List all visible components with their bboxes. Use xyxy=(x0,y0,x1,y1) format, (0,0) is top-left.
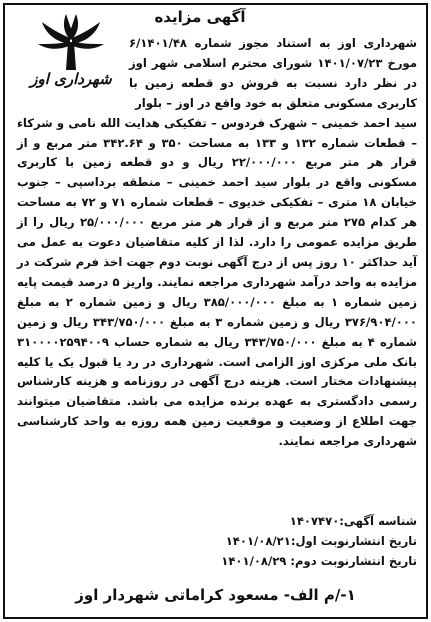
intro-paragraph: شهرداری اوز به استناد مجوز شماره ۶/۱۴۰۱/۴۸ مورخ ۱۴۰۱/۰۷/۲۳ شورای محترم اسلامی شهر اوز در نظر دارد نسبت به فروش دو قطعه زمین با کاربری مسکونی متعلق به خود واقع در اوز – بلوار xyxy=(129,36,417,110)
notice-id: شناسه آگهی:۱۴۰۷۴۷۰ xyxy=(289,514,417,528)
signature: ۱-/م الف- مسعود کراماتی شهردار اوز xyxy=(75,586,356,604)
main-paragraph: سید احمد خمینی – شهرک فردوس – تفکیکی هدایت الله نامی و شرکاء – قطعات شماره ۱۳۲ و ۱۳۳ به مساحت ۳۵۰ و ۳۴۲.۶۴ متر مربع و از قرار هر متر مربع ۲۲/۰۰۰/۰۰۰ ریال و دو قطعه زمین با کاربری مسکونی واقع در بلوار سید احمد خمینی – منطقه برداسپی – جنوب خیابان ۱۸ متری – تفکیکی خدیوی – قطعات شماره ۷۱ و ۷۲ به مساحت هر کدام ۲۷۵ متر مربع و از قرار هر متر مربع ۲۵/۰۰۰/۰۰۰ ریال را از طریق مزایده عمومی را دارد. لذا از کلیه متقاضیان دعوت به عمل می آید حداکثر ۱۰ روز پس از درج آگهی نوبت دوم جهت اخذ فرم شرکت در مزایده به واحد درآمد شهرداری مراجعه نمایند. واریز ۵ درصد قیمت پایه زمین شماره ۱ به مبلغ ۳۸۵/۰۰۰/۰۰۰ ریال و زمین شماره ۲ به مبلغ ۳۷۶/۹۰۴/۰۰۰ ریال و زمین شماره ۳ به مبلغ ۳۴۳/۷۵۰/۰۰۰ ریال و زمین شماره ۴ به مبلغ ۳۴۳/۷۵۰/۰۰۰ ریال به شماره حساب ۳۱۰۰۰۰۲۵۹۴۰۰۹ بانک ملی مرکزی اوز الزامی است. شهرداری در رد یا قبول یک یا کلیه پیشنهادات مختار است. هزینه درج آگهی در روزنامه و هزینه کارشناس رسمی دادگستری به عهده برنده مزایده می باشد. متقاضیان میتوانند جهت اطلاع از وضعیت و موقعیت زمین همه روزه به واحد کارشناسی شهرداری مراجعه نمایند. xyxy=(17,115,418,449)
second-publication-date: تاریخ انتشارنوبت دوم: ۱۴۰۱/۰۸/۲۹ xyxy=(221,554,417,568)
logo-text: شهرداری اوز xyxy=(30,70,112,88)
notice-title: آگهی مزایده xyxy=(154,8,246,26)
first-publication-date: تاریخ انتشارنوبت اول:۱۴۰۱/۰۸/۲۱ xyxy=(225,534,417,548)
notice-body xyxy=(17,34,417,452)
